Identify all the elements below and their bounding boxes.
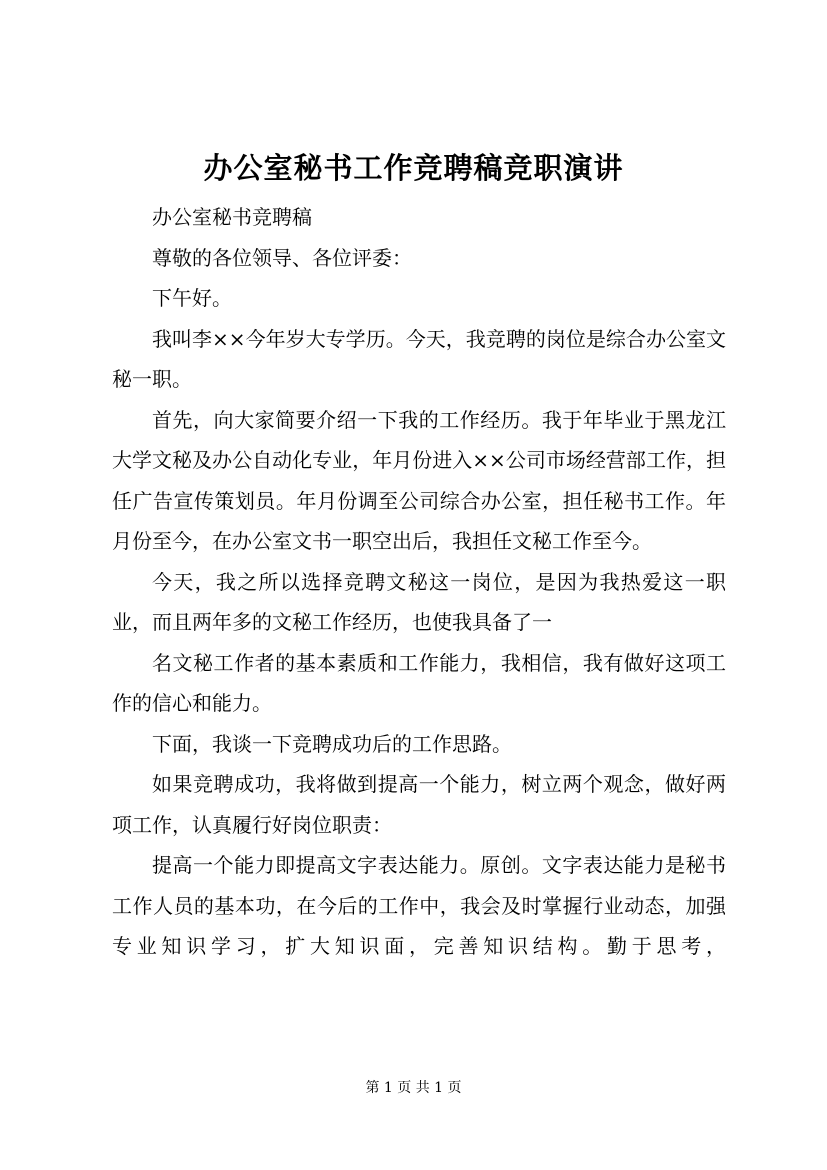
paragraph-work-plan-intro: 下面，我谈一下竞聘成功后的工作思路。 bbox=[152, 731, 512, 756]
document-body bbox=[112, 197, 726, 967]
paragraph-writing-ability: 提高一个能力即提高文字表达能力。原创。文字表达能力是秘书工作人员的基本功，在今后的工作中，我会及时掌握行业动态，加强专业知识学习，扩大知识面，完善知识结构。勤于思考， bbox=[112, 853, 726, 958]
paragraph-commitments: 如果竞聘成功，我将做到提高一个能力，树立两个观念，做好两项工作，认真履行好岗位职责： bbox=[112, 772, 726, 837]
paragraph-qualification: 名文秘工作者的基本素质和工作能力，我相信，我有做好这项工作的信心和能力。 bbox=[112, 650, 726, 715]
paragraph-subtitle: 办公室秘书竞聘稿 bbox=[152, 205, 312, 229]
document-title: 办公室秘书工作竞聘稿竞职演讲 bbox=[203, 151, 624, 185]
paragraph-motivation: 今天，我之所以选择竞聘文秘这一岗位，是因为我热爱这一职业，而且两年多的文秘工作经历，也使我具备了一 bbox=[112, 569, 726, 634]
paragraph-self-intro: 我叫李××今年岁大专学历。今天，我竞聘的岗位是综合办公室文秘一职。 bbox=[112, 326, 726, 391]
paragraph-work-history: 首先，向大家简要介绍一下我的工作经历。我于年毕业于黑龙江大学文秘及办公自动化专业，年月份进入××公司市场经营部工作，担任广告宣传策划员。年月份调至公司综合办公室，担任秘书工作。年月份至今，在办公室文书一职空出后，我担任文秘工作至今。 bbox=[112, 407, 726, 553]
paragraph-greeting: 下午好。 bbox=[152, 286, 232, 310]
paragraph-salutation: 尊敬的各位领导、各位评委： bbox=[152, 245, 412, 270]
page-footer: 第 1 页 共 1 页 bbox=[365, 1080, 462, 1096]
